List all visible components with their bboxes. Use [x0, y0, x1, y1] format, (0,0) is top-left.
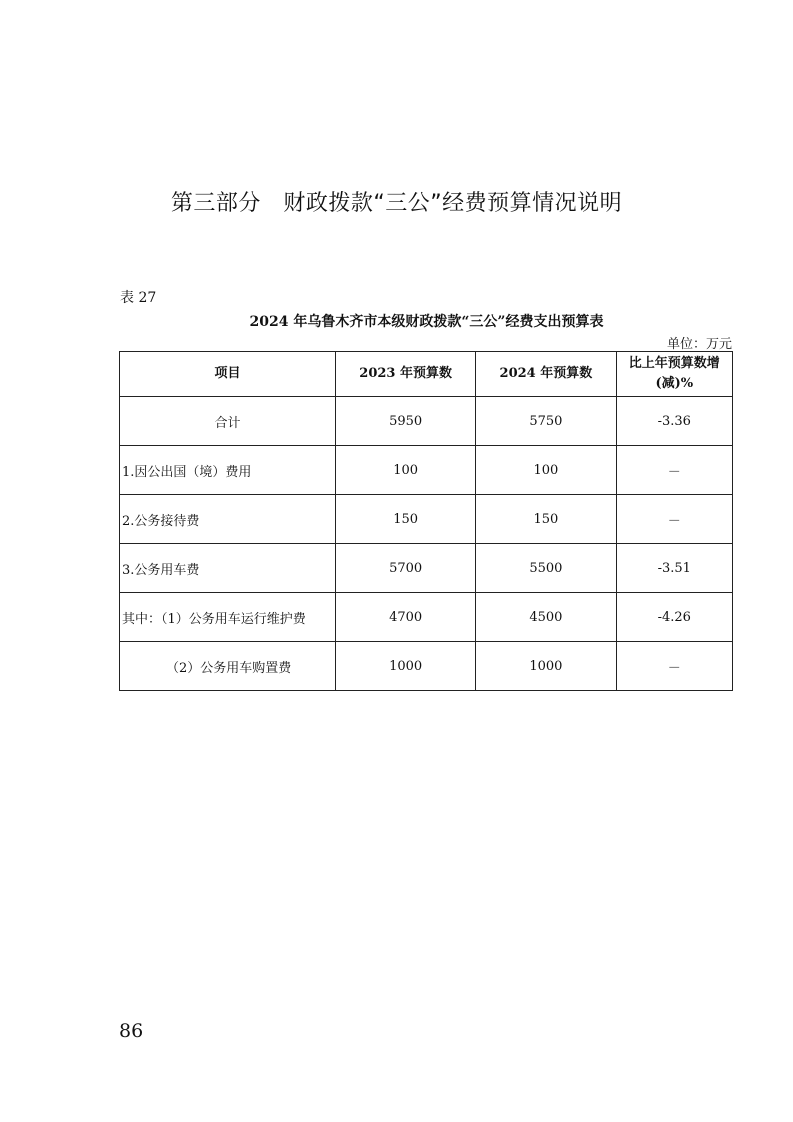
row-2023: 5700: [336, 544, 476, 593]
table-title: 2024 年乌鲁木齐市本级财政拨款“三公”经费支出预算表: [249, 314, 604, 330]
unit-label: 单位：万元: [666, 337, 732, 352]
row-item: 2.公务接待费: [120, 495, 336, 544]
header-2024: 2024 年预算数: [476, 352, 616, 397]
table-row: [120, 593, 733, 642]
row-item: 3.公务用车费: [120, 544, 336, 593]
header-2023: 2023 年预算数: [336, 352, 476, 397]
page-number: 86: [119, 1020, 144, 1042]
row-2023: 5950: [336, 397, 476, 446]
header-change-line2: (减)%: [655, 376, 694, 391]
table-number: 表 27: [120, 290, 157, 306]
row-2024: 4500: [476, 593, 616, 642]
row-2023: 1000: [336, 642, 476, 691]
row-change: -3.36: [616, 397, 732, 446]
row-change: －: [616, 642, 732, 691]
row-item: 1.因公出国（境）费用: [120, 446, 336, 495]
row-2024: 5750: [476, 397, 616, 446]
row-2024: 100: [476, 446, 616, 495]
row-2023: 4700: [336, 593, 476, 642]
table-row: [120, 642, 733, 691]
part-title: 第三部分 财政拨款“三公”经费预算情况说明: [170, 191, 623, 216]
header-row: [120, 352, 733, 397]
row-2024: 5500: [476, 544, 616, 593]
row-item: 其中：（1）公务用车运行维护费: [120, 593, 336, 642]
budget-table: [119, 351, 733, 691]
row-item: 合计: [120, 397, 336, 446]
table-row: [120, 446, 733, 495]
table-row: [120, 495, 733, 544]
row-2023: 150: [336, 495, 476, 544]
header-change: [616, 352, 732, 397]
row-change: -4.26: [616, 593, 732, 642]
table-row: [120, 544, 733, 593]
row-change: －: [616, 495, 732, 544]
row-change: －: [616, 446, 732, 495]
table-row: [120, 397, 733, 446]
row-2024: 1000: [476, 642, 616, 691]
row-2023: 100: [336, 446, 476, 495]
row-2024: 150: [476, 495, 616, 544]
header-item: 项目: [120, 352, 336, 397]
row-change: -3.51: [616, 544, 732, 593]
header-change-line1: 比上年预算数增: [628, 356, 720, 371]
row-item: （2）公务用车购置费: [120, 642, 336, 691]
